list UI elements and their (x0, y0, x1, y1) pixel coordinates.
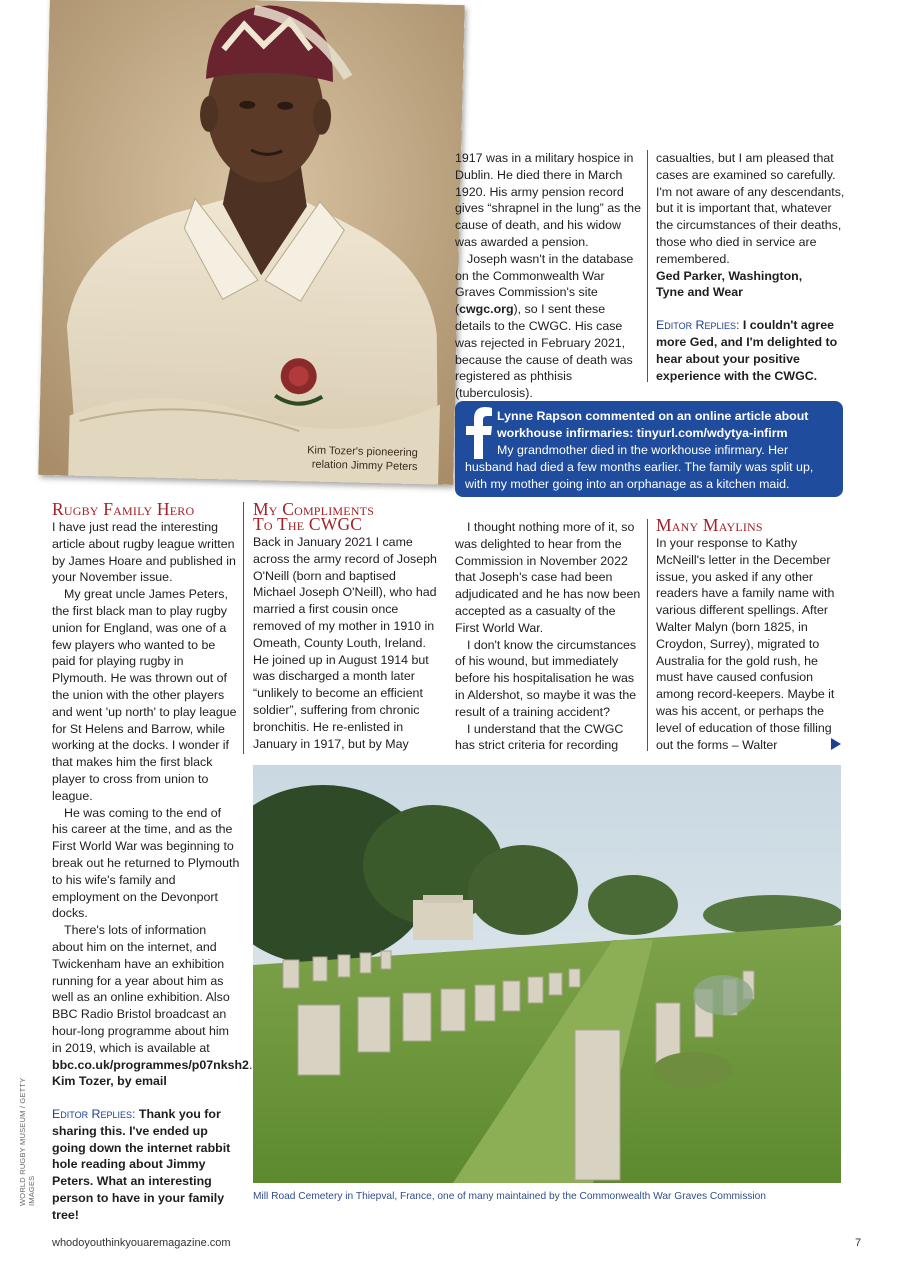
page-number: 7 (855, 1237, 862, 1249)
rugby-letter (52, 499, 253, 1224)
editor-replies-label: Editor Replies: (52, 1107, 136, 1122)
cemetery-illustration (253, 765, 841, 1183)
cwgc-right-col (656, 150, 846, 384)
rugby-signature: Kim Tozer, by email (52, 1074, 167, 1089)
maylins-letter (656, 515, 836, 753)
cwgc-heading (253, 499, 441, 534)
cwgc-editor-reply (656, 317, 846, 384)
cemetery-photo (253, 765, 841, 1183)
link-end: . (248, 1057, 253, 1072)
cwgc-editor-text: I couldn't agree more Ged, and I'm delighted to hear about your positive experience with the CWGC. (656, 318, 838, 383)
maylins-text: In your response to Kathy McNeill's letter in the December issue, you asked if any other readers have a family name with various different spellings. After Walter Malyn (born 1825, in Croydon, Surrey), migrated to Australia for the gold rush, he must have caused confusion among record-keepers. Maybe it was his accent, or perhaps the level of education of those filling out the forms – Walter (656, 536, 835, 752)
cwgc-letter-col1 (253, 499, 441, 752)
column-divider (647, 150, 648, 382)
cwgc-top-p2-start: Joseph wasn't in the database on the Commonwealth War Graves Commission's site ( (455, 251, 634, 317)
cwgc-bottom-p3: I understand that the CWGC has strict criteria for recording (455, 721, 624, 753)
rugby-heading: Rugby Family Hero (52, 499, 195, 519)
cemetery-caption: Mill Road Cemetery in Thiepval, France, one of many maintained by the Commonwealth War Graves Commission (253, 1191, 766, 1202)
photo-credit: WORLD RUGBY MUSEUM / GETTY IMAGES (18, 1077, 36, 1206)
column-divider (243, 502, 244, 754)
cwgc-signature-1: Ged Parker, Washington, (656, 268, 803, 283)
rugby-paragraph-4-text: There's lots of information about him on the internet, and Twickenham have an exhibition running for a year about him as well as an online exhibition. Also BBC Radio Bristol broadcast an hour-long programme about him in 2019, which is available at (52, 923, 230, 1055)
photo-caption: Kim Tozer's pioneering relation Jimmy Peters (306, 444, 418, 474)
play-arrow-icon (831, 738, 841, 750)
cwgc-signature-2: Tyne and Wear (656, 285, 743, 300)
rugby-paragraph-4 (52, 922, 253, 1073)
rugby-paragraph-3: He was coming to the end of his career at the time, and as the First World War was beginning to break out he returned to Plymouth to his wife's family and employment on the Devonport docks. (52, 805, 240, 921)
facebook-text: My grandmother died in the workhouse infirmary. Her husband had died a few months earlier. The family was split up, with my mother going into an orphanage as a kitchen maid. (465, 443, 814, 491)
editor-replies-label: Editor Replies: (656, 318, 740, 333)
cwgc-heading-line1: My Compliments (253, 499, 375, 519)
facebook-title: Lynne Rapson commented on an online article about workhouse infirmaries: tinyurl.com/wdytya-infirm (497, 409, 809, 440)
rugby-paragraph-1: I have just read the interesting article about rugby league written by James Hoare and published in your November issue. (52, 520, 236, 585)
cwgc-heading-line2: To The CWGC (253, 514, 363, 534)
cwgc-top-p2 (455, 251, 641, 402)
rugby-editor-reply (52, 1106, 240, 1224)
cwgc-link[interactable]: cwgc.org (459, 302, 514, 317)
column-divider (647, 519, 648, 751)
cwgc-bottom-p1: I thought nothing more of it, so was delighted to hear from the Commission in November 2022 that Joseph's case had been adjudicated and he has now been accepted as a casualty of the First World War. (455, 520, 641, 635)
cwgc-bottom-p2: I don't know the circumstances of his wound, but immediately before his hospitalisation he was in Aldershot, so maybe it was the result of a training accident? (455, 637, 637, 719)
portrait-illustration (38, 0, 465, 485)
bbc-link[interactable]: bbc.co.uk/programmes/p07nksh2 (52, 1057, 249, 1072)
cwgc-bottom-col (455, 519, 643, 754)
footer-url[interactable]: whodoyouthinkyouaremagazine.com (52, 1237, 231, 1249)
cwgc-top-col (455, 150, 641, 402)
cwgc-col1-text: Back in January 2021 I came across the army record of Joseph O'Neill (born and baptised Michael Joseph O'Neill), who had married a first cousin once removed of my mother in 1910 in Omeath, County Louth, Ireland. He joined up in August 1914 but was discharged a month later “unlikely to become an efficient soldier”, suffering from chronic bronchitis. He re-enlisted in January in 1917, but by May (253, 535, 437, 751)
rugby-editor-text: Thank you for sharing this. I've ended up going down the internet rabbit hole reading about Jimmy Peters. What an interesting person to have in your family tree! (52, 1107, 231, 1222)
jimmy-peters-photo (38, 0, 465, 485)
cwgc-top-p2-end: ), so I sent these details to the CWGC. His case was rejected in February 2021, because the cause of death was registered as phthisis (tuberculosis). (455, 302, 633, 401)
cwgc-top-p1: 1917 was in a military hospice in Dublin. He died there in March 1920. His army pension record gives “shrapnel in the lung” as the cause of death, and his widow was awarded a pension. (455, 151, 641, 249)
cwgc-right-text: casualties, but I am pleased that cases are examined so carefully. I'm not aware of any descendants, but it is important that, whatever the circumstances of their deaths, those who died in service are remembered. (656, 151, 845, 266)
maylins-heading: Many Maylins (656, 515, 763, 535)
rugby-paragraph-2: My great uncle James Peters, the first black man to play rugby union for England, was one of a few players who wanted to be paid for playing rugby in Plymouth. He was thrown out of the union with the other players and went 'up north' to play league for St Helens and Barrow, while working at the docks. I wonder if that makes him the first black player to cross from union to league. (52, 587, 237, 803)
facebook-comment-box (455, 401, 843, 497)
